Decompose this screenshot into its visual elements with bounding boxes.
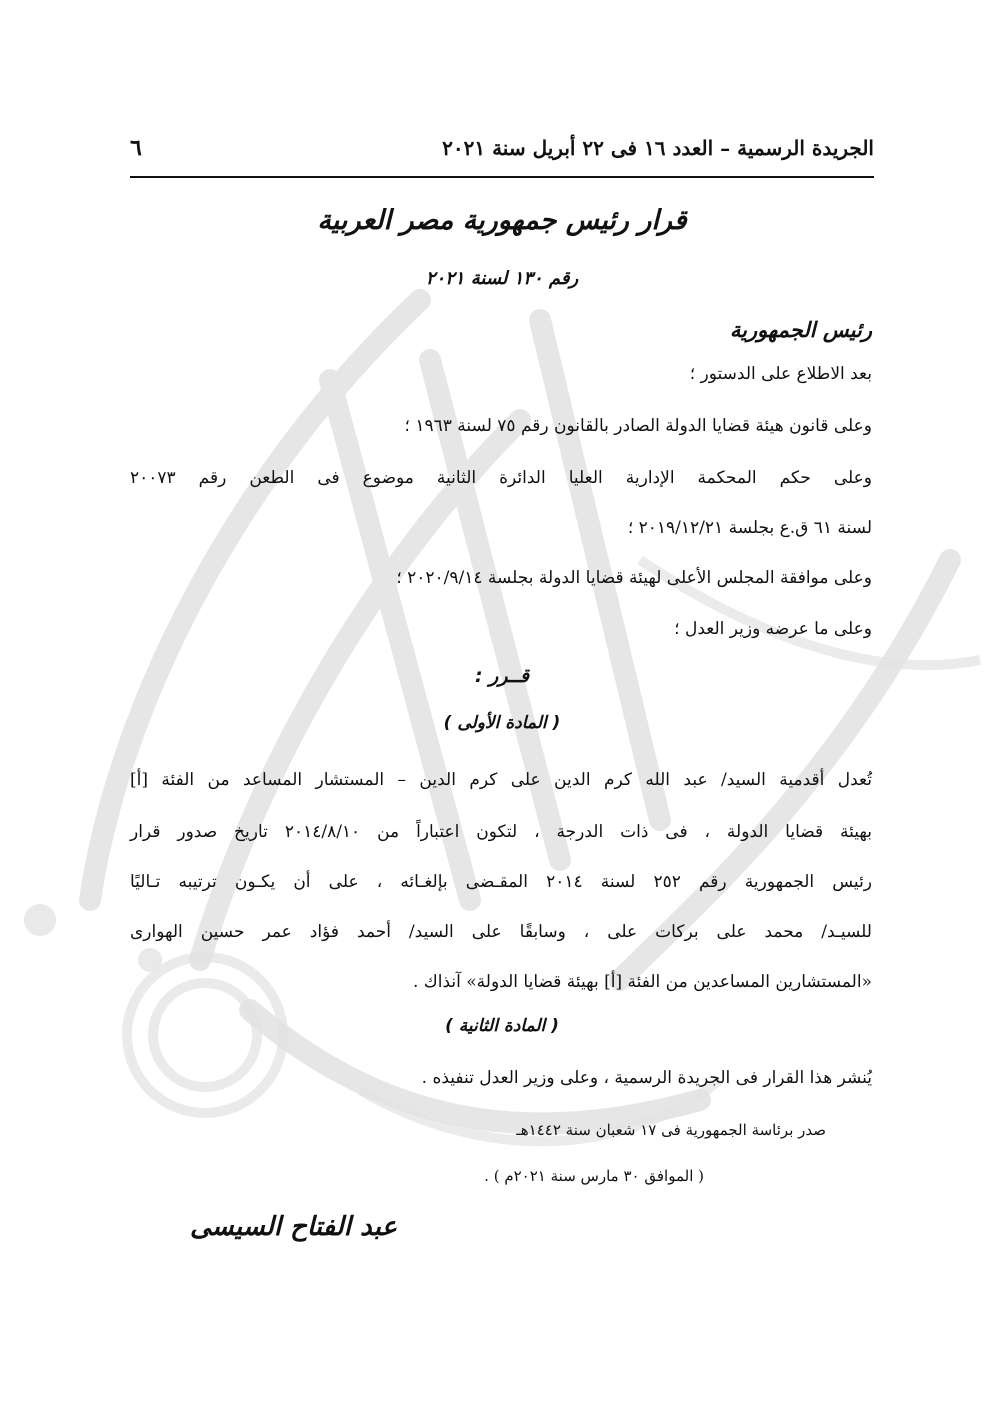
decided-heading: قــرر : (474, 665, 530, 687)
article-2-text: يُنشر هذا القرار فى الجريدة الرسمية ، وعلى وزير العدل تنفيذه . (421, 1068, 872, 1088)
issuer-heading: رئيس الجمهورية (729, 318, 872, 342)
preamble-line: لسنة ٦١ ق.ع بجلسة ٢٠١٩/١٢/٢١ ؛ (627, 518, 872, 538)
preamble-line: بعد الاطلاع على الدستور ؛ (689, 364, 872, 384)
article-1-line: للسيـد/ محمد على بركات على ، وسابقًا على السيد/ أحمد فؤاد عمر حسين الهوارى (130, 922, 872, 942)
preamble-line: وعلى موافقة المجلس الأعلى لهيئة قضايا الدولة بجلسة ٢٠٢٠/٩/١٤ ؛ (396, 568, 872, 588)
preamble-line: وعلى قانون هيئة قضايا الدولة الصادر بالقانون رقم ٧٥ لسنة ١٩٦٣ ؛ (404, 416, 872, 436)
preamble-line: وعلى حكم المحكمة الإدارية العليا الدائرة الثانية موضوع فى الطعن رقم ٢٠٠٧٣ (130, 468, 872, 488)
running-title: الجريدة الرسمية – العدد ١٦ فى ٢٢ أبريل سنة ٢٠٢١ (442, 136, 874, 160)
corresponding-date: ( الموافق ٣٠ مارس سنة ٢٠٢١م ) . (484, 1167, 704, 1185)
president-signature: عبد الفتاح السيسى (190, 1212, 398, 1242)
page-number: ٦ (130, 135, 142, 161)
header-divider (130, 176, 874, 178)
article-1-line: رئيس الجمهورية رقم ٢٥٢ لسنة ٢٠١٤ المقـضى بإلغـائه ، على أن يكـون ترتيبه تـاليًا (130, 872, 873, 892)
article-1-line: «المستشارين المساعدين من الفئة [أ] بهيئة قضايا الدولة» آنذاك . (412, 972, 872, 992)
running-header (130, 128, 874, 168)
article-1-line: تُعدل أقدمية السيد/ عبد الله كرم الدين على كرم الدين – المستشار المساعد من الفئة [أ] (130, 770, 872, 790)
decree-number: رقم ١٣٠ لسنة ٢٠٢١ (425, 268, 579, 289)
article-2-heading: ( المادة الثانية ) (445, 1016, 559, 1036)
article-1-heading: ( المادة الأولى ) (443, 713, 561, 733)
article-1-line: بهيئة قضايا الدولة ، فى ذات الدرجة ، لتكون اعتباراً من ٢٠١٤/٨/١٠ تاريخ صدور قرار (130, 822, 872, 842)
issued-at-line: صدر برئاسة الجمهورية فى ١٧ شعبان سنة ١٤٤٢هـ (516, 1121, 826, 1139)
decree-title: قرار رئيس جمهورية مصر العربية (317, 205, 687, 236)
preamble-line: وعلى ما عرضه وزير العدل ؛ (674, 619, 872, 639)
